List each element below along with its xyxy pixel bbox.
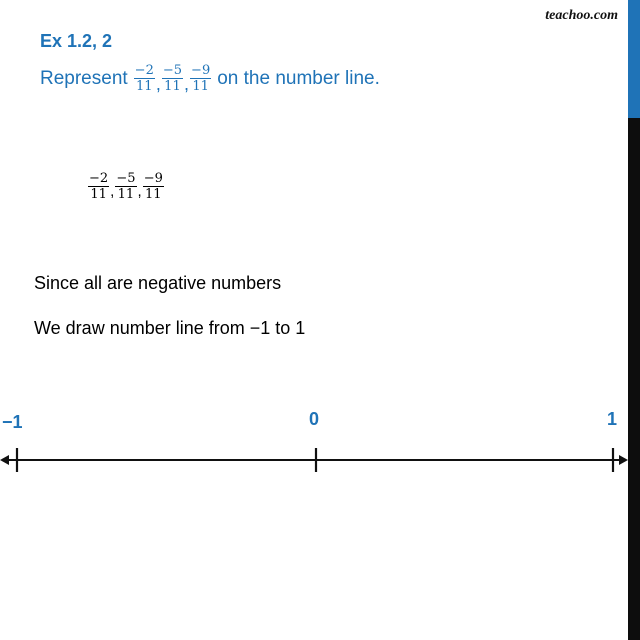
fraction-numerator: −9: [191, 63, 211, 78]
fraction-numerator: −5: [162, 63, 183, 78]
explanation-line-1: Since all are negative numbers: [34, 273, 282, 293]
question-text: [40, 62, 380, 95]
fraction-denominator: 11: [117, 187, 135, 202]
right-arrow-icon: [619, 455, 628, 465]
fraction-numerator: −2: [134, 63, 154, 78]
fraction-denominator: 11: [135, 79, 153, 94]
fraction-numerator: −9: [143, 171, 163, 186]
fraction-separator: ,: [155, 74, 161, 94]
exercise-title: Ex 1.2, 2: [40, 31, 113, 51]
number-line-label-zero: 0: [309, 409, 320, 429]
fraction-denominator: 11: [90, 187, 107, 202]
working-fraction-3: [143, 171, 164, 202]
question-fraction-1: [134, 63, 155, 94]
scrollbar-thumb[interactable]: [628, 0, 640, 118]
number-line: [0, 440, 628, 480]
working-fractions: [87, 171, 165, 202]
question-prefix: Represent: [40, 67, 128, 89]
fraction-denominator: 11: [192, 79, 209, 94]
number-line-label-minus-one: −1: [2, 412, 23, 432]
working-fraction-1: [88, 171, 109, 202]
fraction-denominator: 11: [145, 187, 162, 202]
working-fraction-2: [115, 171, 136, 202]
fraction-numerator: −2: [89, 171, 109, 186]
left-arrow-icon: [0, 455, 9, 465]
fraction-separator: ,: [137, 183, 142, 200]
explanation-line-2: We draw number line from −1 to 1: [34, 318, 306, 338]
fraction-separator: ,: [184, 74, 190, 94]
question-fraction-3: [190, 63, 211, 94]
fraction-numerator: −5: [116, 171, 136, 186]
teachoo-logo: teachoo.com: [545, 8, 618, 23]
question-suffix: on the number line.: [217, 67, 380, 89]
number-line-label-one: 1: [607, 409, 618, 429]
question-fraction-2: [162, 63, 183, 94]
fraction-separator: ,: [110, 183, 115, 200]
fraction-denominator: 11: [164, 79, 181, 94]
